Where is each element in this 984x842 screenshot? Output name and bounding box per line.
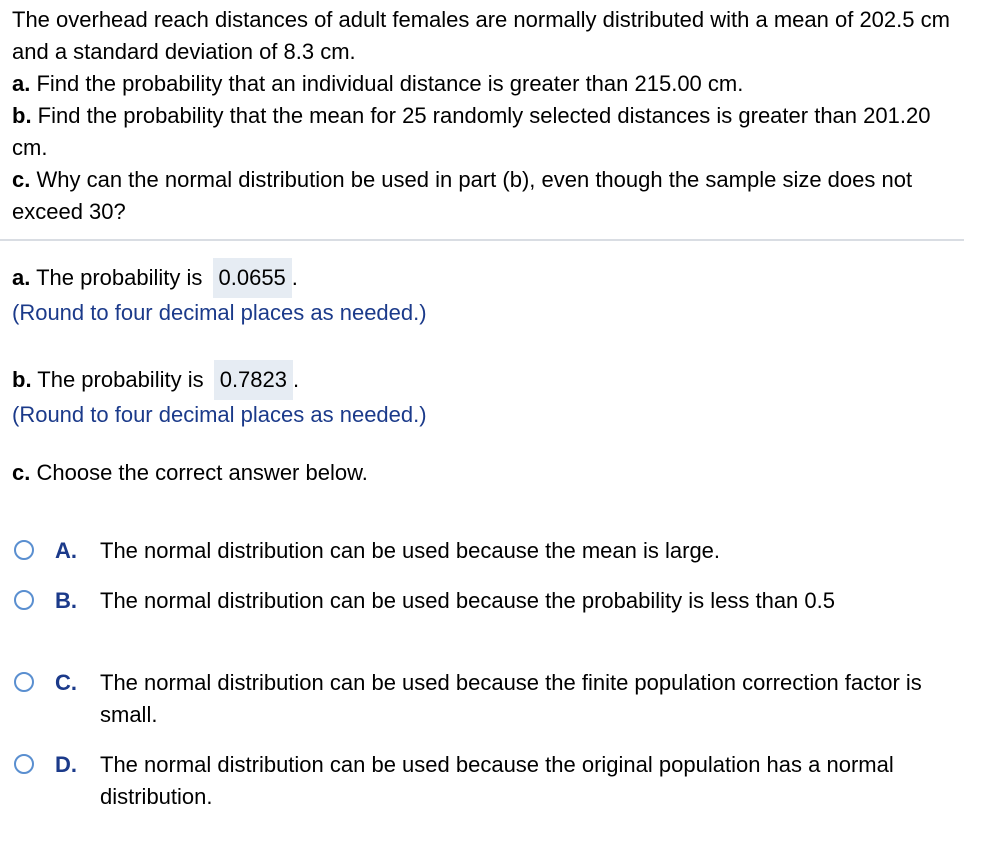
part-c-text: Why can the normal distribution be used in part (b), even though the sample size does not exceed 30?	[12, 167, 913, 224]
answer-b-line	[12, 360, 299, 400]
option-d-text: The normal distribution can be used because the original population has a normal distribution.	[100, 752, 894, 809]
section-divider	[0, 239, 964, 241]
radio-option-d[interactable]	[14, 754, 34, 774]
answer-b-hint: (Round to four decimal places as needed.)	[12, 402, 427, 427]
option-c-text: The normal distribution can be used because the finite population correction factor is small.	[100, 670, 922, 727]
answer-c-line	[12, 457, 368, 489]
answer-c-label: c.	[12, 460, 31, 485]
radio-option-a[interactable]	[14, 540, 34, 560]
question-part-b	[12, 100, 952, 164]
part-c-label: c.	[12, 167, 31, 192]
answer-a-suffix: .	[291, 265, 298, 290]
part-a-label: a.	[12, 71, 31, 96]
answer-b-suffix: .	[293, 367, 300, 392]
option-a-text: The normal distribution can be used because the mean is large.	[100, 538, 721, 563]
answer-a-label: a.	[12, 265, 31, 290]
question-part-c	[12, 164, 952, 228]
question-intro: The overhead reach distances of adult females are normally distributed with a mean of 202.5 cm and a standard deviation of 8.3 cm.	[12, 7, 950, 64]
answer-c-text: Choose the correct answer below.	[30, 460, 368, 485]
answer-a-line	[12, 258, 298, 298]
radio-option-b[interactable]	[14, 590, 34, 610]
answer-b-text: The probability is	[31, 367, 204, 392]
radio-option-c[interactable]	[14, 672, 34, 692]
option-b-text: The normal distribution can be used because the probability is less than 0.5	[100, 588, 835, 613]
option-a-letter: A.	[55, 538, 77, 563]
answer-b-label: b.	[12, 367, 32, 392]
option-d-letter: D.	[55, 752, 77, 777]
answer-b-input[interactable]: 0.7823	[214, 360, 293, 400]
part-a-text: Find the probability that an individual distance is greater than 215.00 cm.	[30, 71, 744, 96]
question-part-a	[12, 68, 952, 100]
option-b-letter: B.	[55, 588, 77, 613]
part-b-label: b.	[12, 103, 32, 128]
answer-a-input[interactable]: 0.0655	[213, 258, 292, 298]
option-c-letter: C.	[55, 670, 77, 695]
part-b-text: Find the probability that the mean for 25 randomly selected distances is greater than 201.20 cm.	[12, 103, 931, 160]
answer-a-hint: (Round to four decimal places as needed.)	[12, 300, 427, 325]
answer-a-text: The probability is	[30, 265, 203, 290]
question-text	[12, 4, 952, 228]
